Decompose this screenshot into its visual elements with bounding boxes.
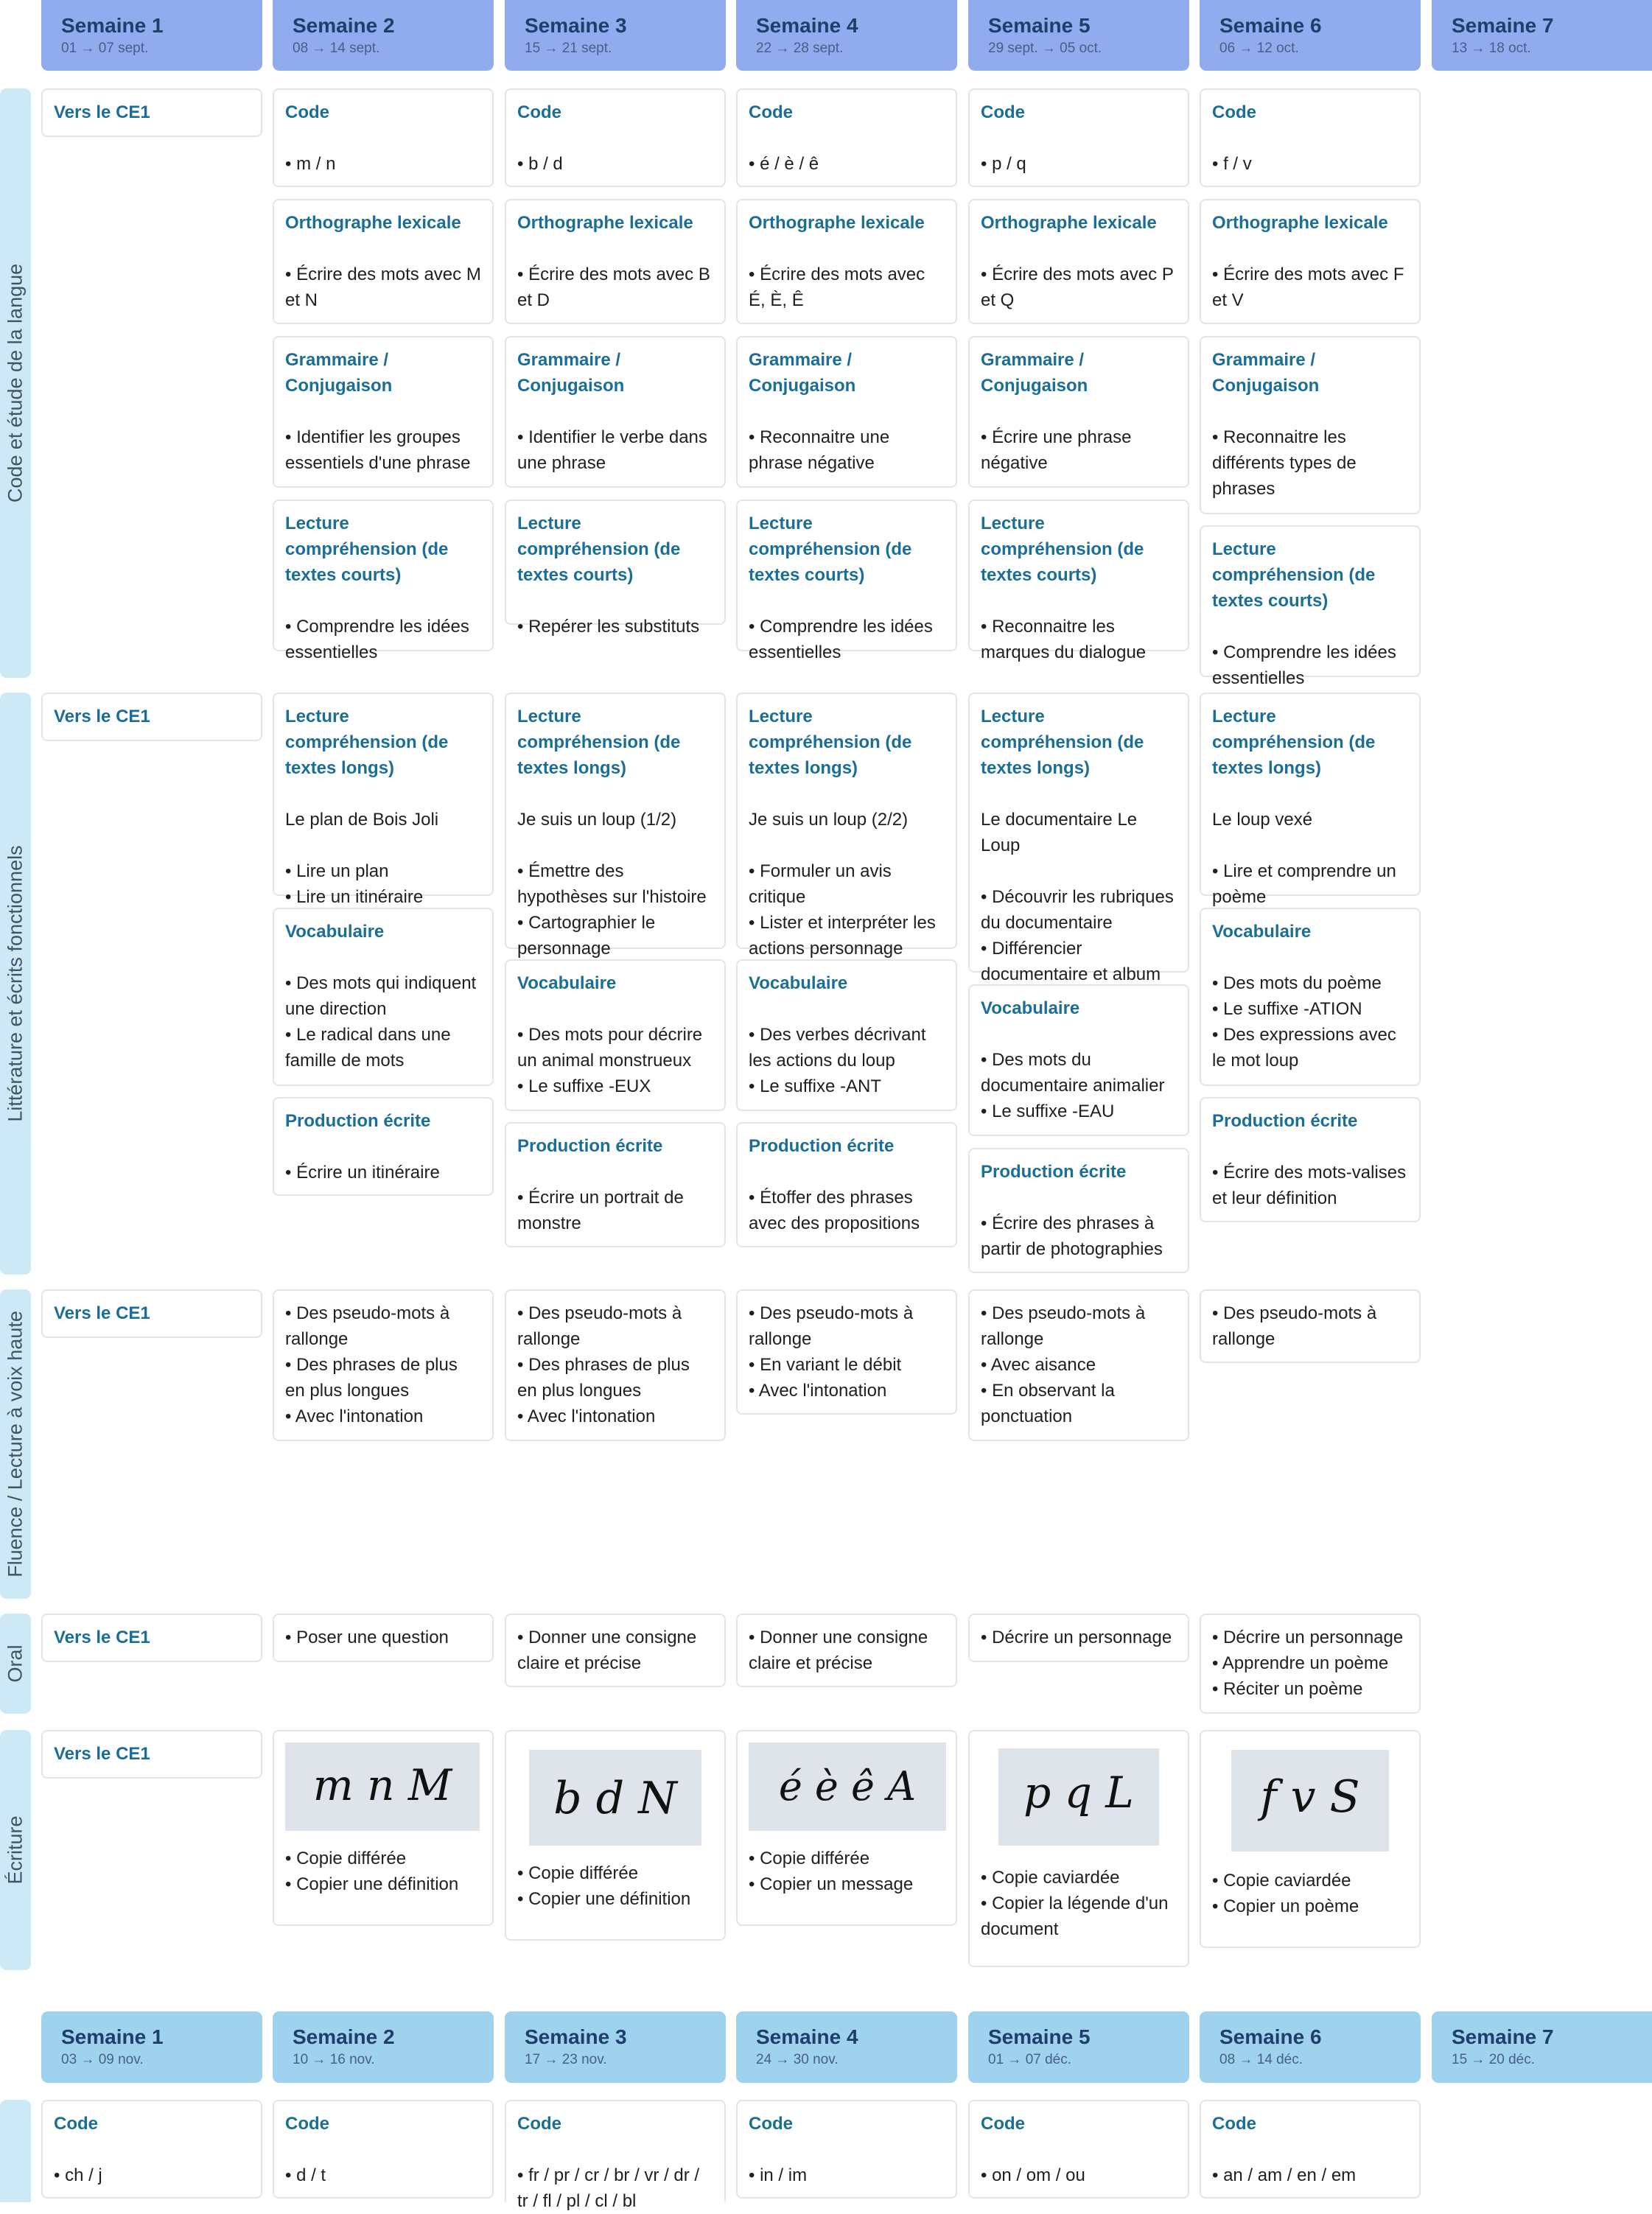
week-dates: 15 → 20 déc.	[1452, 2052, 1536, 2067]
card-oral	[273, 1614, 494, 1662]
card-code	[968, 88, 1189, 187]
category-litterature	[0, 693, 31, 1275]
card-body: • Poser une question	[285, 1628, 449, 1647]
card-title: Grammaire / Conjugaison	[285, 350, 393, 396]
card-body: • Reconnaitre une phrase négative	[749, 427, 890, 473]
card-production-ecrite	[273, 1097, 494, 1196]
card-body: • in / im	[749, 2165, 808, 2185]
card-grammaire	[1200, 336, 1421, 514]
card-body: • Des pseudo-mots à rallonge • Des phrases de plus en plus longues • Avec l'intonation	[517, 1303, 690, 1426]
card-body: • p / q	[981, 154, 1026, 174]
week-label: Semaine 3	[525, 14, 627, 37]
card-code	[1200, 2100, 1421, 2199]
card-text-title: Le plan de Bois Joli	[285, 810, 439, 830]
card-production-ecrite	[968, 1148, 1189, 1273]
card-title: Grammaire / Conjugaison	[1212, 350, 1320, 396]
card-title: Lecture compréhension (de textes longs)	[749, 707, 912, 778]
card-title: Production écrite	[749, 1136, 895, 1156]
card-title: Code	[981, 102, 1025, 122]
card-title: Code	[749, 2114, 793, 2134]
card-title: Vocabulaire	[517, 973, 617, 993]
cursive-letters-image	[285, 1742, 480, 1831]
card-orthographe	[505, 199, 726, 324]
card-body: • Émettre des hypothèses sur l'histoire • Cartographier le personnage	[517, 861, 707, 959]
week-label: Semaine 2	[293, 14, 395, 37]
card-body: • Comprendre les idées essentielles	[1212, 642, 1396, 688]
card-oral	[505, 1614, 726, 1687]
week-label: Semaine 5	[988, 14, 1091, 37]
card-body: • Écrire des mots avec M et N	[285, 265, 481, 310]
card-title: Vers le CE1	[54, 102, 150, 122]
card-body: • Écrire des mots-valises et leur définition	[1212, 1163, 1407, 1208]
card-title: Lecture compréhension (de textes courts)	[1212, 539, 1376, 611]
category-label: Code et étude de la langue	[4, 263, 27, 503]
card-body: • Donner une consigne claire et précise	[749, 1628, 928, 1673]
week-header	[273, 0, 494, 71]
category-label: Fluence / Lecture à voix haute	[4, 1311, 27, 1577]
card-lecture-longs	[968, 693, 1189, 984]
card-lecture-courts	[273, 500, 494, 662]
week-header	[505, 0, 726, 71]
card-title: Orthographe lexicale	[517, 213, 693, 233]
card-lecture-courts	[505, 500, 726, 637]
week-dates: 24 → 30 nov.	[756, 2052, 839, 2067]
card-fluence	[1200, 1289, 1421, 1363]
card-title: Code	[981, 2114, 1025, 2134]
card-title: Code	[54, 2114, 98, 2134]
week-label: Semaine 6	[1219, 14, 1322, 37]
card-fluence	[968, 1289, 1189, 1441]
week-header	[736, 0, 957, 71]
card-fluence	[505, 1289, 726, 1441]
card-body: • Lire et comprendre un poème	[1212, 861, 1396, 907]
cursive-letters-text: m n M	[312, 1760, 452, 1810]
card-vocabulaire	[968, 984, 1189, 1136]
week-label: Semaine 6	[1219, 2025, 1322, 2048]
card-title: Lecture compréhension (de textes longs)	[285, 707, 449, 778]
week-header	[1200, 2011, 1421, 2083]
card-body: • Copie différée • Copier une définition	[517, 1863, 691, 1909]
card-title: Code	[1212, 102, 1256, 122]
card-body: • Des verbes décrivant les actions du loup • Le suffixe -ANT	[749, 1025, 926, 1096]
card-grammaire	[968, 336, 1189, 488]
card-vers-ce1	[41, 1730, 262, 1779]
cursive-letters-image	[749, 1742, 946, 1831]
week-dates: 29 sept. → 05 oct.	[988, 41, 1102, 56]
card-fluence	[736, 1289, 957, 1415]
card-body: • b / d	[517, 154, 563, 174]
category-fluence	[0, 1289, 31, 1599]
card-body: • f / v	[1212, 154, 1252, 174]
card-body: • Copie caviardée • Copier la légende d'un document	[981, 1868, 1169, 1939]
card-body: • Écrire une phrase négative	[981, 427, 1132, 473]
card-body: • Des mots qui indiquent une direction • Le radical dans une famille de mots	[285, 973, 477, 1071]
card-body: • Écrire un itinéraire	[285, 1163, 440, 1183]
week-header	[273, 2011, 494, 2083]
week-label: Semaine 1	[61, 2025, 164, 2048]
card-vocabulaire	[273, 908, 494, 1086]
week-dates: 22 → 28 sept.	[756, 41, 844, 56]
card-code	[41, 2100, 262, 2199]
card-body: • Écrire des phrases à partir de photographies	[981, 1213, 1163, 1259]
card-title: Vers le CE1	[54, 1303, 150, 1323]
card-body: • Des pseudo-mots à rallonge • Des phrases de plus en plus longues • Avec l'intonation	[285, 1303, 458, 1426]
card-code	[273, 2100, 494, 2199]
card-oral	[1200, 1614, 1421, 1714]
card-title: Lecture compréhension (de textes courts)	[749, 514, 912, 585]
card-body: • Décrire un personnage	[981, 1628, 1172, 1647]
week-dates: 13 → 18 oct.	[1452, 41, 1531, 56]
week-label: Semaine 3	[525, 2025, 627, 2048]
week-header	[41, 0, 262, 71]
card-title: Lecture compréhension (de textes courts)	[981, 514, 1144, 585]
card-body: • Des mots pour décrire un animal monstrueux • Le suffixe -EUX	[517, 1025, 703, 1096]
card-title: Vocabulaire	[981, 998, 1080, 1018]
week-dates: 15 → 21 sept.	[525, 41, 612, 56]
card-title: Grammaire / Conjugaison	[517, 350, 625, 396]
card-body: • Copie différée • Copier une définition	[285, 1849, 459, 1894]
cursive-letters-text: f v S	[1260, 1771, 1360, 1823]
card-title: Vocabulaire	[749, 973, 848, 993]
card-code	[968, 2100, 1189, 2199]
card-body: • Donner une consigne claire et précise	[517, 1628, 697, 1673]
week-dates: 06 → 12 oct.	[1219, 41, 1299, 56]
card-vocabulaire	[1200, 908, 1421, 1086]
cursive-letters-text: é è ê A	[778, 1763, 917, 1810]
cursive-letters-image	[998, 1748, 1159, 1846]
card-code	[505, 88, 726, 187]
card-title: Lecture compréhension (de textes longs)	[1212, 707, 1376, 778]
card-body: • Des mots du poème • Le suffixe -ATION • Des expressions avec le mot loup	[1212, 973, 1396, 1071]
card-code	[736, 2100, 957, 2199]
card-orthographe	[968, 199, 1189, 324]
card-lecture-longs	[273, 693, 494, 907]
card-body: • on / om / ou	[981, 2165, 1085, 2185]
week-dates: 17 → 23 nov.	[525, 2052, 607, 2067]
card-lecture-courts	[736, 500, 957, 662]
category-oral	[0, 1614, 31, 1714]
category-label: Oral	[4, 1644, 27, 1683]
week-label: Semaine 7	[1452, 2025, 1554, 2048]
card-body: • m / n	[285, 154, 336, 174]
category-label: Littérature et écrits fonctionnels	[4, 845, 27, 1122]
card-text-title: Le loup vexé	[1212, 810, 1313, 830]
cursive-letters-text: b d N	[553, 1773, 677, 1824]
week-header	[968, 0, 1189, 71]
card-orthographe	[273, 199, 494, 324]
cursive-letters-text: p q L	[1023, 1768, 1134, 1818]
card-title: Vers le CE1	[54, 707, 150, 726]
week-label: Semaine 4	[756, 2025, 858, 2048]
card-body: • Écrire des mots avec É, È, Ê	[749, 265, 925, 310]
card-title: Code	[517, 102, 561, 122]
week-header	[1432, 0, 1652, 71]
card-title: Grammaire / Conjugaison	[981, 350, 1088, 396]
week-label: Semaine 4	[756, 14, 858, 37]
card-title: Production écrite	[1212, 1111, 1358, 1131]
week-header	[968, 2011, 1189, 2083]
card-vers-ce1	[41, 88, 262, 137]
card-body: • Écrire des mots avec F et V	[1212, 265, 1404, 310]
week-dates: 03 → 09 nov.	[61, 2052, 144, 2067]
category-label: Écriture	[4, 1815, 27, 1885]
card-body: • Copie différée • Copier un message	[749, 1849, 914, 1894]
category-code-period2	[0, 2100, 31, 2202]
card-body: • Reconnaitre les différents types de phrases	[1212, 427, 1357, 499]
card-title: Code	[1212, 2114, 1256, 2134]
card-body: • Des pseudo-mots à rallonge	[1212, 1303, 1377, 1349]
card-orthographe	[736, 199, 957, 324]
category-ecriture	[0, 1730, 31, 1970]
card-body: • Identifier le verbe dans une phrase	[517, 427, 707, 473]
week-dates: 08 → 14 déc.	[1219, 2052, 1303, 2067]
card-body: • Reconnaitre les marques du dialogue	[981, 617, 1147, 662]
card-body: • Identifier les groupes essentiels d'une phrase	[285, 427, 471, 473]
card-vers-ce1	[41, 1614, 262, 1662]
card-title: Lecture compréhension (de textes courts)	[517, 514, 681, 585]
card-body: • Des pseudo-mots à rallonge • En variant le débit • Avec l'intonation	[749, 1303, 914, 1401]
card-grammaire	[273, 336, 494, 488]
card-text-title: Le documentaire Le Loup	[981, 810, 1138, 855]
card-body: • é / è / ê	[749, 154, 819, 174]
card-title: Lecture compréhension (de textes longs)	[517, 707, 681, 778]
week-header	[505, 2011, 726, 2083]
card-body: • Décrire un personnage • Apprendre un poème • Réciter un poème	[1212, 1628, 1404, 1699]
week-dates: 10 → 16 nov.	[293, 2052, 375, 2067]
card-lecture-longs	[1200, 693, 1421, 907]
card-title: Lecture compréhension (de textes longs)	[981, 707, 1144, 778]
week-label: Semaine 5	[988, 2025, 1091, 2048]
card-vers-ce1	[41, 693, 262, 741]
card-code	[505, 2100, 726, 2211]
card-production-ecrite	[505, 1122, 726, 1247]
card-title: Orthographe lexicale	[285, 213, 461, 233]
card-body: • Lire un plan • Lire un itinéraire	[285, 861, 424, 907]
category-code	[0, 88, 31, 678]
card-title: Code	[517, 2114, 561, 2134]
card-lecture-courts	[968, 500, 1189, 662]
card-body: • Des pseudo-mots à rallonge • Avec aisance • En observant la ponctuation	[981, 1303, 1146, 1426]
card-title: Code	[749, 102, 793, 122]
card-title: Vers le CE1	[54, 1628, 150, 1647]
card-text-title: Je suis un loup (2/2)	[749, 810, 909, 830]
card-ecriture	[1200, 1730, 1421, 1948]
card-ecriture	[505, 1730, 726, 1941]
card-lecture-longs	[505, 693, 726, 959]
card-grammaire	[736, 336, 957, 488]
card-vocabulaire	[505, 959, 726, 1111]
card-production-ecrite	[736, 1122, 957, 1247]
card-title: Production écrite	[981, 1162, 1127, 1182]
card-lecture-courts	[1200, 525, 1421, 688]
card-orthographe	[1200, 199, 1421, 324]
card-code	[1200, 88, 1421, 187]
card-title: Vers le CE1	[54, 1744, 150, 1764]
card-body: • Formuler un avis critique • Lister et interpréter les actions personnage	[749, 861, 936, 959]
week-header	[41, 2011, 262, 2083]
card-title: Lecture compréhension (de textes courts)	[285, 514, 449, 585]
card-body: • Étoffer des phrases avec des propositions	[749, 1188, 920, 1233]
card-body: • d / t	[285, 2165, 326, 2185]
week-dates: 01 → 07 sept.	[61, 41, 149, 56]
card-body: • Repérer les substituts	[517, 617, 700, 637]
card-body: • Copie caviardée • Copier un poème	[1212, 1871, 1359, 1916]
card-body: • Écrire des mots avec P et Q	[981, 265, 1174, 310]
week-dates: 01 → 07 déc.	[988, 2052, 1072, 2067]
week-label: Semaine 7	[1452, 14, 1554, 37]
card-ecriture	[736, 1730, 957, 1926]
card-code	[736, 88, 957, 187]
card-title: Grammaire / Conjugaison	[749, 350, 856, 396]
card-production-ecrite	[1200, 1097, 1421, 1222]
card-body: • Comprendre les idées essentielles	[749, 617, 933, 662]
card-body: • ch / j	[54, 2165, 102, 2185]
card-body: • Écrire des mots avec B et D	[517, 265, 710, 310]
card-title: Orthographe lexicale	[749, 213, 925, 233]
card-text-title: Je suis un loup (1/2)	[517, 810, 677, 830]
card-title: Production écrite	[285, 1111, 431, 1131]
week-label: Semaine 1	[61, 14, 164, 37]
card-title: Code	[285, 2114, 329, 2134]
card-oral	[736, 1614, 957, 1687]
card-code	[273, 88, 494, 187]
card-grammaire	[505, 336, 726, 488]
card-ecriture	[273, 1730, 494, 1926]
card-body: • fr / pr / cr / br / vr / dr / tr / fl / pl / cl / bl	[517, 2165, 700, 2211]
cursive-letters-image	[1231, 1750, 1389, 1852]
card-title: Orthographe lexicale	[981, 213, 1157, 233]
card-fluence	[273, 1289, 494, 1441]
week-header	[736, 2011, 957, 2083]
card-body: • Écrire un portrait de monstre	[517, 1188, 684, 1233]
card-vers-ce1	[41, 1289, 262, 1338]
week-header	[1432, 2011, 1652, 2083]
card-lecture-longs	[736, 693, 957, 959]
card-title: Production écrite	[517, 1136, 663, 1156]
card-title: Vocabulaire	[1212, 922, 1312, 942]
week-label: Semaine 2	[293, 2025, 395, 2048]
card-title: Code	[285, 102, 329, 122]
week-dates: 08 → 14 sept.	[293, 41, 380, 56]
card-oral	[968, 1614, 1189, 1662]
card-ecriture	[968, 1730, 1189, 1967]
card-body: • Comprendre les idées essentielles	[285, 617, 469, 662]
cursive-letters-image	[529, 1750, 701, 1846]
card-title: Orthographe lexicale	[1212, 213, 1388, 233]
card-vocabulaire	[736, 959, 957, 1111]
card-body: • an / am / en / em	[1212, 2165, 1357, 2185]
card-title: Vocabulaire	[285, 922, 385, 942]
card-body: • Des mots du documentaire animalier • Le suffixe -EAU	[981, 1050, 1165, 1121]
card-body: • Découvrir les rubriques du documentaire • Différencier documentaire et album	[981, 887, 1174, 984]
week-header	[1200, 0, 1421, 71]
